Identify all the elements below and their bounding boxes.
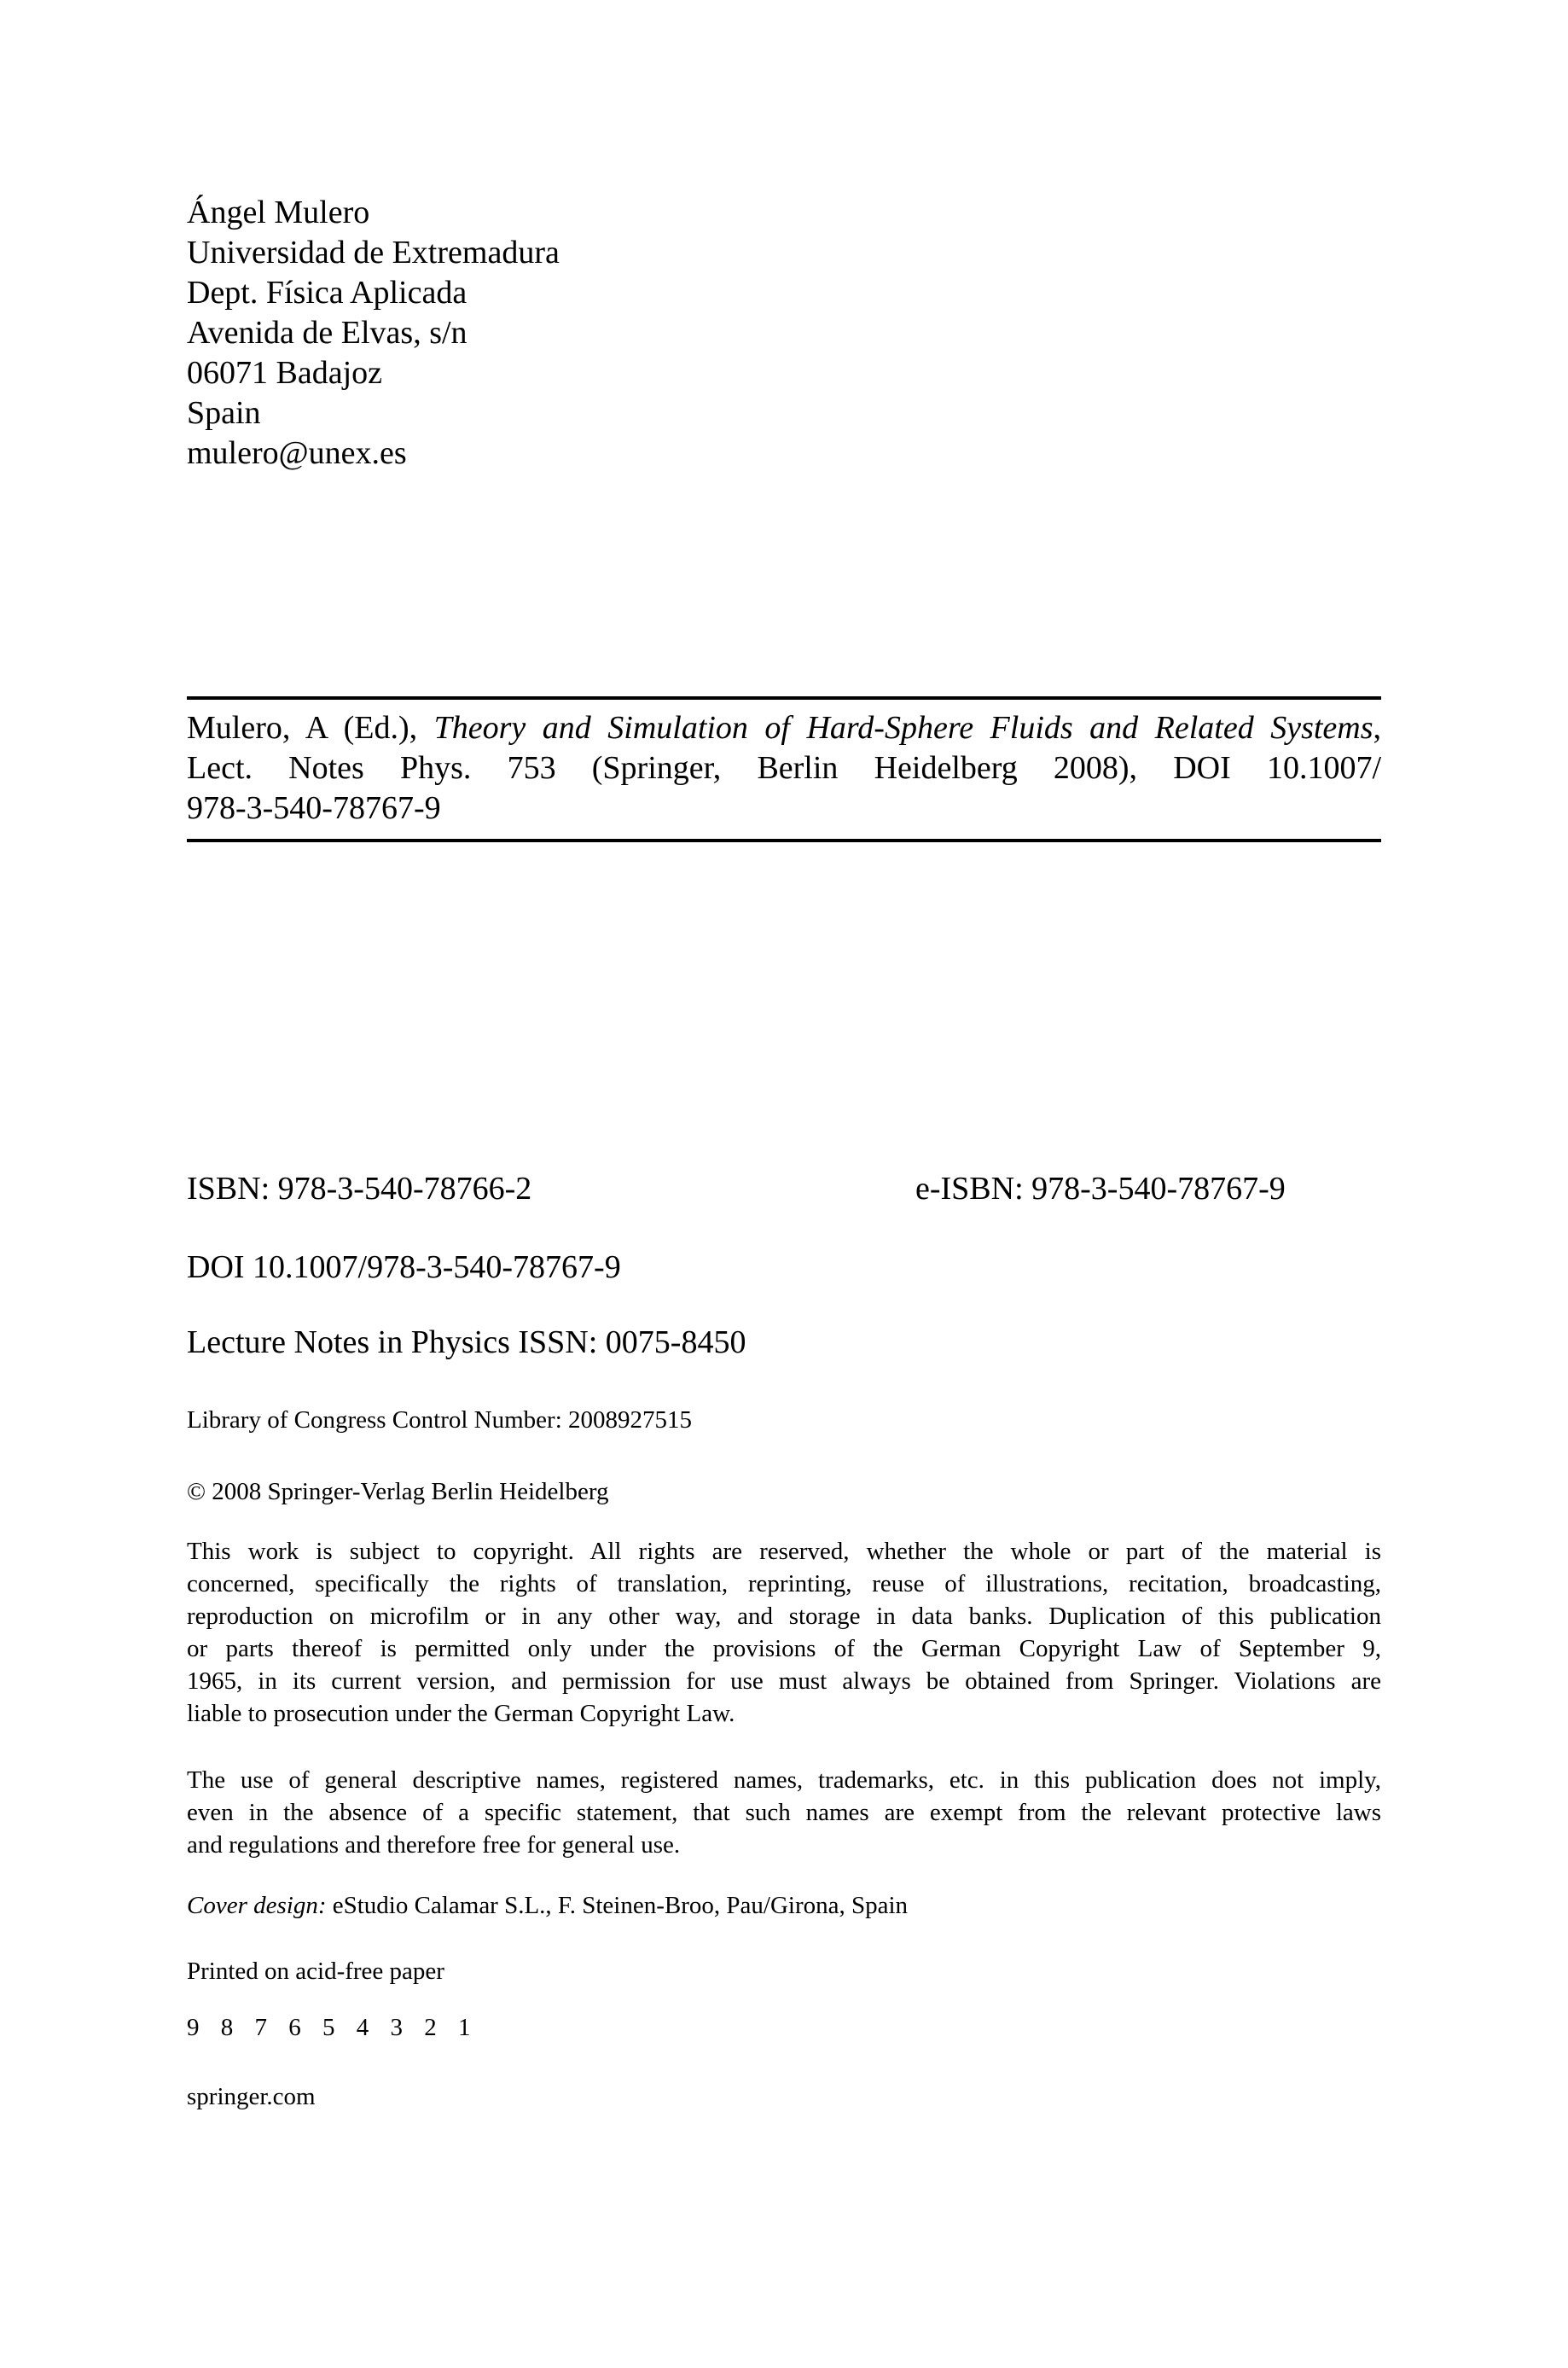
citation-line-3: 978-3-540-78767-9 (187, 790, 441, 826)
author-affiliation: Universidad de Extremadura (187, 235, 560, 271)
rights-line: reproduction on microfilm or in any other way, and storage in data banks. Duplication of this publication (187, 1603, 1381, 1630)
names-paragraph (187, 1764, 1381, 1861)
cover-design-text: eStudio Calamar S.L., F. Steinen-Broo, Pau/Girona, Spain (326, 1892, 909, 1919)
loc-control-number: Library of Congress Control Number: 2008927515 (187, 1406, 693, 1434)
author-street: Avenida de Elvas, s/n (187, 315, 467, 351)
cover-design-line (187, 1889, 1381, 1922)
citation-line-1 (187, 708, 1381, 748)
author-email: mulero@unex.es (187, 435, 407, 471)
author-country: Spain (187, 395, 261, 431)
citation-suffix: , (1373, 710, 1382, 746)
citation-line-2: Lect. Notes Phys. 753 (Springer, Berlin Heidelberg 2008), DOI 10.1007/ (187, 750, 1381, 786)
isbn-row (187, 1169, 1381, 1209)
print-run-numbers: 9 8 7 6 5 4 3 2 1 (187, 2014, 471, 2041)
author-name: Ángel Mulero (187, 195, 370, 230)
citation-prefix: Mulero, A (Ed.), (187, 710, 434, 746)
names-line: The use of general descriptive names, registered names, trademarks, etc. in this publication does not imply, (187, 1766, 1381, 1794)
doi-line: DOI 10.1007/978-3-540-78767-9 (187, 1249, 621, 1285)
names-line: even in the absence of a specific statement, that such names are exempt from the relevant protective laws (187, 1799, 1381, 1826)
isbn-electronic: e-ISBN: 978-3-540-78767-9 (915, 1171, 1286, 1207)
citation-block (187, 696, 1381, 842)
cover-design-label: Cover design: (187, 1892, 327, 1919)
rights-line: This work is subject to copyright. All rights are reserved, whether the whole or part of the material is (187, 1538, 1381, 1565)
series-issn-line: Lecture Notes in Physics ISSN: 0075-8450 (187, 1324, 746, 1360)
rights-line: or parts thereof is permitted only under the provisions of the German Copyright Law of September 9, (187, 1635, 1381, 1662)
publisher-website: springer.com (187, 2083, 316, 2110)
rights-line: liable to prosecution under the German Copyright Law. (187, 1700, 735, 1727)
rights-paragraph (187, 1535, 1381, 1730)
author-address-block (187, 193, 1381, 474)
author-city: 06071 Badajoz (187, 355, 383, 391)
rights-line: concerned, specifically the rights of translation, reprinting, reuse of illustrations, recitation, broadcasting, (187, 1570, 1381, 1597)
names-line: and regulations and therefore free for general use. (187, 1831, 681, 1859)
citation-book-title: Theory and Simulation of Hard-Sphere Fluids and Related Systems (433, 710, 1373, 746)
printed-note: Printed on acid-free paper (187, 1958, 444, 1985)
copyright-line: © 2008 Springer-Verlag Berlin Heidelberg (187, 1478, 609, 1505)
author-department: Dept. Física Aplicada (187, 275, 467, 311)
isbn-print: ISBN: 978-3-540-78766-2 (187, 1171, 532, 1207)
rights-line: 1965, in its current version, and permission for use must always be obtained from Springer. Violations are (187, 1667, 1381, 1695)
